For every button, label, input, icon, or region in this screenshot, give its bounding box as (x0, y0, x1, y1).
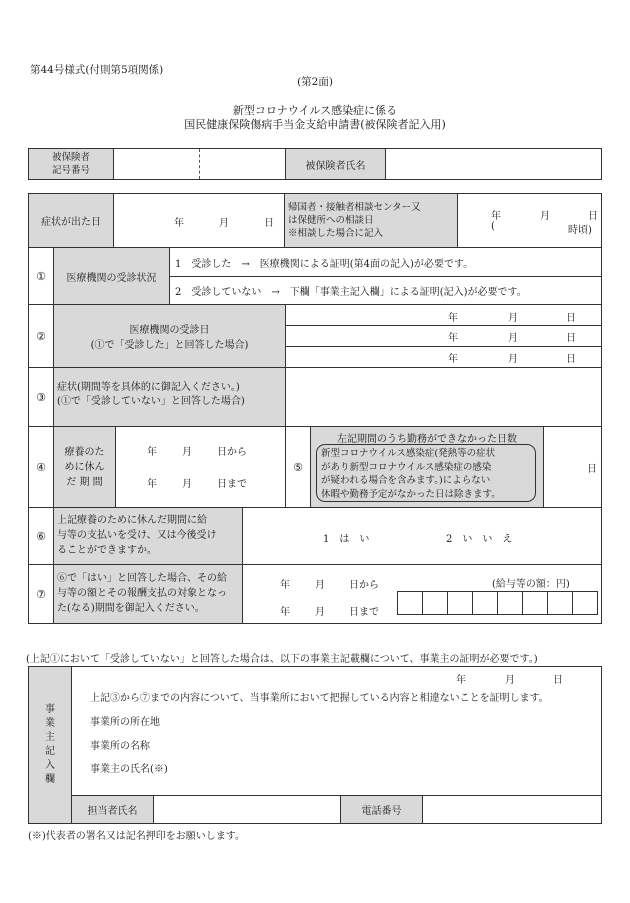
q4-number: ④ (36, 460, 46, 474)
employer-owner-label: 事業主の氏名(※) (90, 764, 168, 775)
form-number: 第44号様式(付則第5項関係) (30, 64, 164, 76)
insured-name-field[interactable] (386, 149, 601, 179)
q5-label: 左記期間のうち勤務ができなかった日数 新型コロナウイルス感染症(発熱等の症状 があり新型コロナウイルス感染症の感染 が疑われる場合を含みます。)によらない 休暇や勤務予定がなかった日は除きます。 (311, 427, 543, 507)
q7-amount-label: (給与等の額：円) (492, 579, 570, 590)
employer-side-label: 事 業 主 記 入 欄 (29, 667, 71, 823)
q1-number: ① (36, 269, 46, 283)
employer-table (28, 666, 602, 824)
phone-label: 電話番号 (341, 796, 422, 823)
q6-option-no[interactable]: 2 い い え (446, 534, 513, 545)
employer-notice: (上記①において「受診していない」と回答した場合は、以下の事業主記載欄について、事業主の証明が必要です。) (26, 654, 538, 665)
q6-number: ⑥ (36, 529, 46, 543)
q4-label: 療養のた めに休ん だ 期 間 (54, 427, 115, 507)
q7-amount-boxes[interactable] (397, 591, 607, 615)
insured-number-field[interactable] (114, 149, 314, 179)
form-title-line2: 国民健康保険傷病手当金支給申請書(被保険者記入用) (184, 118, 446, 131)
contact-person-field[interactable] (154, 796, 340, 823)
phone-field[interactable] (423, 796, 601, 823)
main-table (28, 193, 602, 624)
q3-label: 症状(期間等を具体的に御記入ください。) (①で「受診していない」と回答した場合) (54, 368, 285, 426)
insured-name-label: 被保険者氏名 (286, 149, 385, 179)
q6-label: 上記療養のために休んだ期間に給 与等の支払いを受け、又は今後受け ることができますか。 (54, 508, 242, 564)
employer-cert-area[interactable]: 年 月 日 上記③から⑦までの内容について、当事業所において把握している内容と相違ないことを証明します。 事業所の所在地 事業所の名称 事業主の氏名(※) (90, 675, 563, 775)
q7-number: ⑦ (36, 587, 46, 601)
consult-label: 帰国者・接触者相談センター又 は保健所への相談日 ※相談した場合に記入 (285, 194, 457, 247)
q7-period-field[interactable]: 年 月 日から 年 月 日まで (280, 580, 379, 618)
contact-person-label: 担当者氏名 (72, 796, 153, 823)
q7-label: ⑥で「はい」と回答した場合、その給 与等の額とその報酬支払の対象となっ た(なる)期間を御記入ください。 (54, 565, 242, 623)
footnote: (※)代表者の署名又は記名押印をお願いします。 (28, 831, 246, 842)
form-title-line1: 新型コロナウイルス感染症に係る (232, 104, 398, 117)
q6-option-yes[interactable]: 1 は い (323, 534, 370, 545)
q4-period-field[interactable]: 年 月 日から 年 月 日まで (147, 447, 247, 490)
q2-date-3[interactable]: 年 月 日 (448, 354, 576, 365)
insured-row (28, 148, 602, 180)
employer-address-label: 事業所の所在地 (90, 717, 160, 728)
page-label: (第2面) (297, 76, 333, 88)
q2-date-2[interactable]: 年 月 日 (448, 333, 576, 344)
onset-date-field[interactable]: 年 月 日 (174, 218, 274, 229)
q1-option-visited[interactable]: 1 受診した → 医療機関による証明(第4面の記入)が必要です。 (175, 258, 474, 270)
onset-label: 症状が出た日 (29, 194, 113, 247)
employer-company-label: 事業所の名称 (90, 741, 150, 752)
employer-cert-text: 上記③から⑦までの内容について、当事業所において把握している内容と相違ないことを証明します。 (90, 693, 549, 704)
q1-option-not-visited[interactable]: 2 受診していない → 下欄「事業主記入欄」による証明(記入)が必要です。 (175, 287, 527, 298)
consult-date-field[interactable]: 年 月 日 ( 時頃) (491, 211, 598, 236)
q5-note: 新型コロナウイルス感染症(発熱等の症状 があり新型コロナウイルス感染症の感染 が疑われる場合を含みます。)によらない 休暇や勤務予定がなかった日は除きます。 (316, 444, 536, 502)
q2-label: 医療機関の受診日 (①で「受診した」と回答した場合) (54, 305, 285, 367)
insured-number-label: 被保険者 記号番号 (29, 149, 113, 179)
q2-date-1[interactable]: 年 月 日 (448, 313, 576, 324)
q3-number: ③ (36, 390, 46, 404)
q3-symptoms-field[interactable] (286, 368, 601, 426)
q1-label: 医療機関の受診状況 (54, 248, 169, 304)
q5-number: ⑤ (293, 460, 303, 474)
q5-days-field[interactable]: 日 (587, 464, 597, 475)
q2-number: ② (36, 329, 46, 343)
